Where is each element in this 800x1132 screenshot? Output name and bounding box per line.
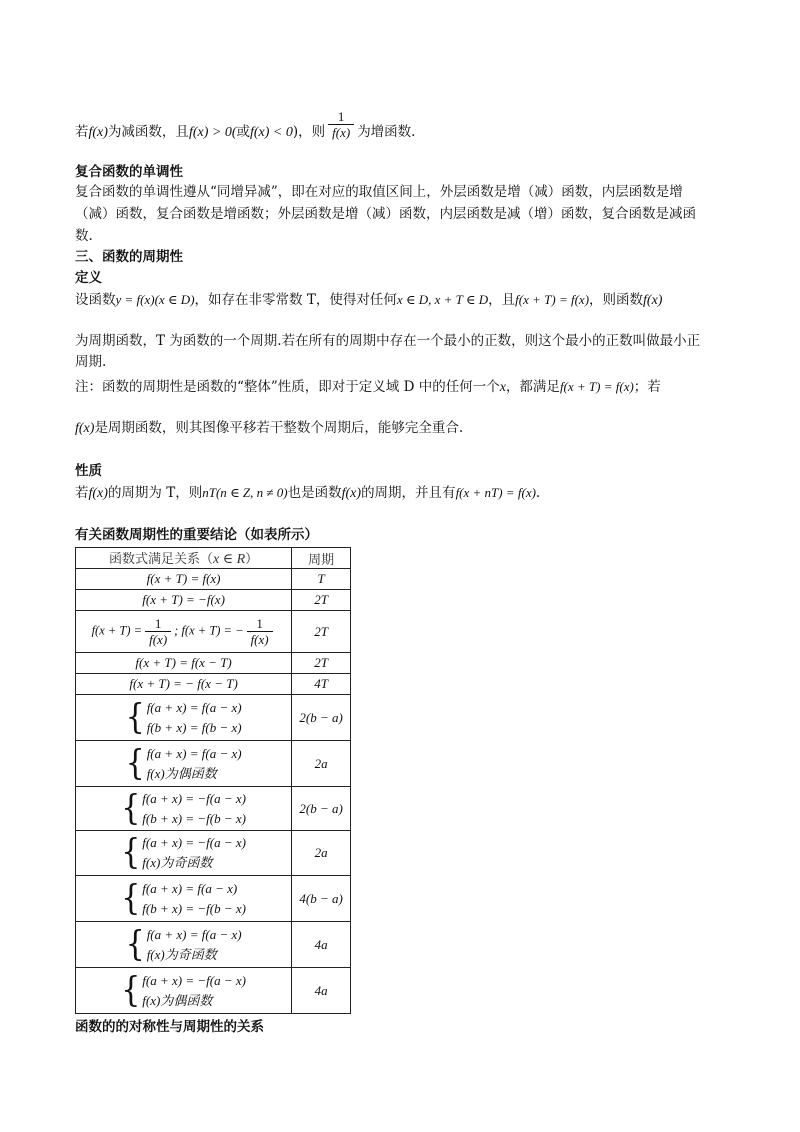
reciprocal-fraction: $\frac{1}{f(x)}$ [328,109,354,140]
table-header-row [76,548,351,569]
table-row: { f(a + x) = f(a − x) f(x)为偶函数 2a [76,741,351,787]
note-line: f(x)是周期函数，则其图像平移若干整数个周期后，能够完全重合. [75,420,464,436]
table-row: { f(a + x) = −f(a − x) f(x)为偶函数 4a [76,968,351,1014]
table-row: f(x + T) = f(x − T) 2T [76,653,351,674]
table-row: f(x + T) = −f(x) 2T [76,590,351,611]
note-line: 注：函数的周期性是函数的“整体”性质，即对于定义域 D 中的任何一个x，都满足f(x + T) = f(x)；若 [75,379,661,395]
heading-table: 有关函数周期性的重要结论（如表所示） [75,527,318,543]
property-line: 若f(x)的周期为 T，则nT(n ∈ Z, n ≠ 0)也是函数f(x)的周期，并且有f(x + nT) = f(x). [75,485,541,501]
table-row: { f(a + x) = f(a − x) f(b + x) = −f(b − x) 4(b − a) [76,876,351,922]
table-row: f(x + T) = f(x) T [76,569,351,590]
table-row: { f(a + x) = −f(a − x) f(b + x) = −f(b − x) 2(b − a) [76,787,351,831]
definition-line: 周期. [75,354,107,370]
table-row: f(x + T) = $\frac{1}{f(x)}$ ; f(x + T) = − $\frac{1}{f(x)}$ 2T [76,611,351,653]
heading-definition: 定义 [75,270,102,286]
table-row: { f(a + x) = −f(a − x) f(x)为奇函数 2a [76,831,351,876]
table-row: { f(a + x) = f(a − x) f(b + x) = f(b − x) 2(b − a) [76,695,351,741]
composite-text-line: 复合函数的单调性遵从“同增异减”，即在对应的取值区间上，外层函数是增（减）函数，内层函数是增 [75,184,683,200]
heading-composite-monotonicity: 复合函数的单调性 [75,164,183,180]
heading-property: 性质 [75,463,102,479]
composite-text-line: 数. [75,228,93,244]
composite-text-line: （减）函数，复合函数是增函数；外层函数是增（减）函数，内层函数是减（增）函数，复合函数是减函 [75,206,696,222]
header-relation: 函数式满足关系（x ∈ R） [76,548,292,569]
definition-line: 为周期函数，T 为函数的一个周期.若在所有的周期中存在一个最小的正数，则这个最小的正数叫做最小正 [75,333,701,349]
periodicity-table [75,547,351,1014]
definition-line: 设函数y = f(x)(x ∈ D)，如存在非零常数 T，使得对任何x ∈ D, x + T ∈ D，且f(x + T) = f(x)，则函数f(x) [75,292,663,308]
table-row: f(x + T) = − f(x − T) 4T [76,674,351,695]
heading-periodicity-section: 三、函数的周期性 [75,249,183,265]
decreasing-function-statement: 若f(x)为减函数，且f(x) > 0(或f(x) < 0)，则 $\frac{1}{f(x)}$ 为增函数. [75,109,416,140]
heading-symmetry-periodicity: 函数的的对称性与周期性的关系 [75,1019,264,1035]
header-period: 周期 [292,548,351,569]
table-row: { f(a + x) = f(a − x) f(x)为奇函数 4a [76,922,351,968]
